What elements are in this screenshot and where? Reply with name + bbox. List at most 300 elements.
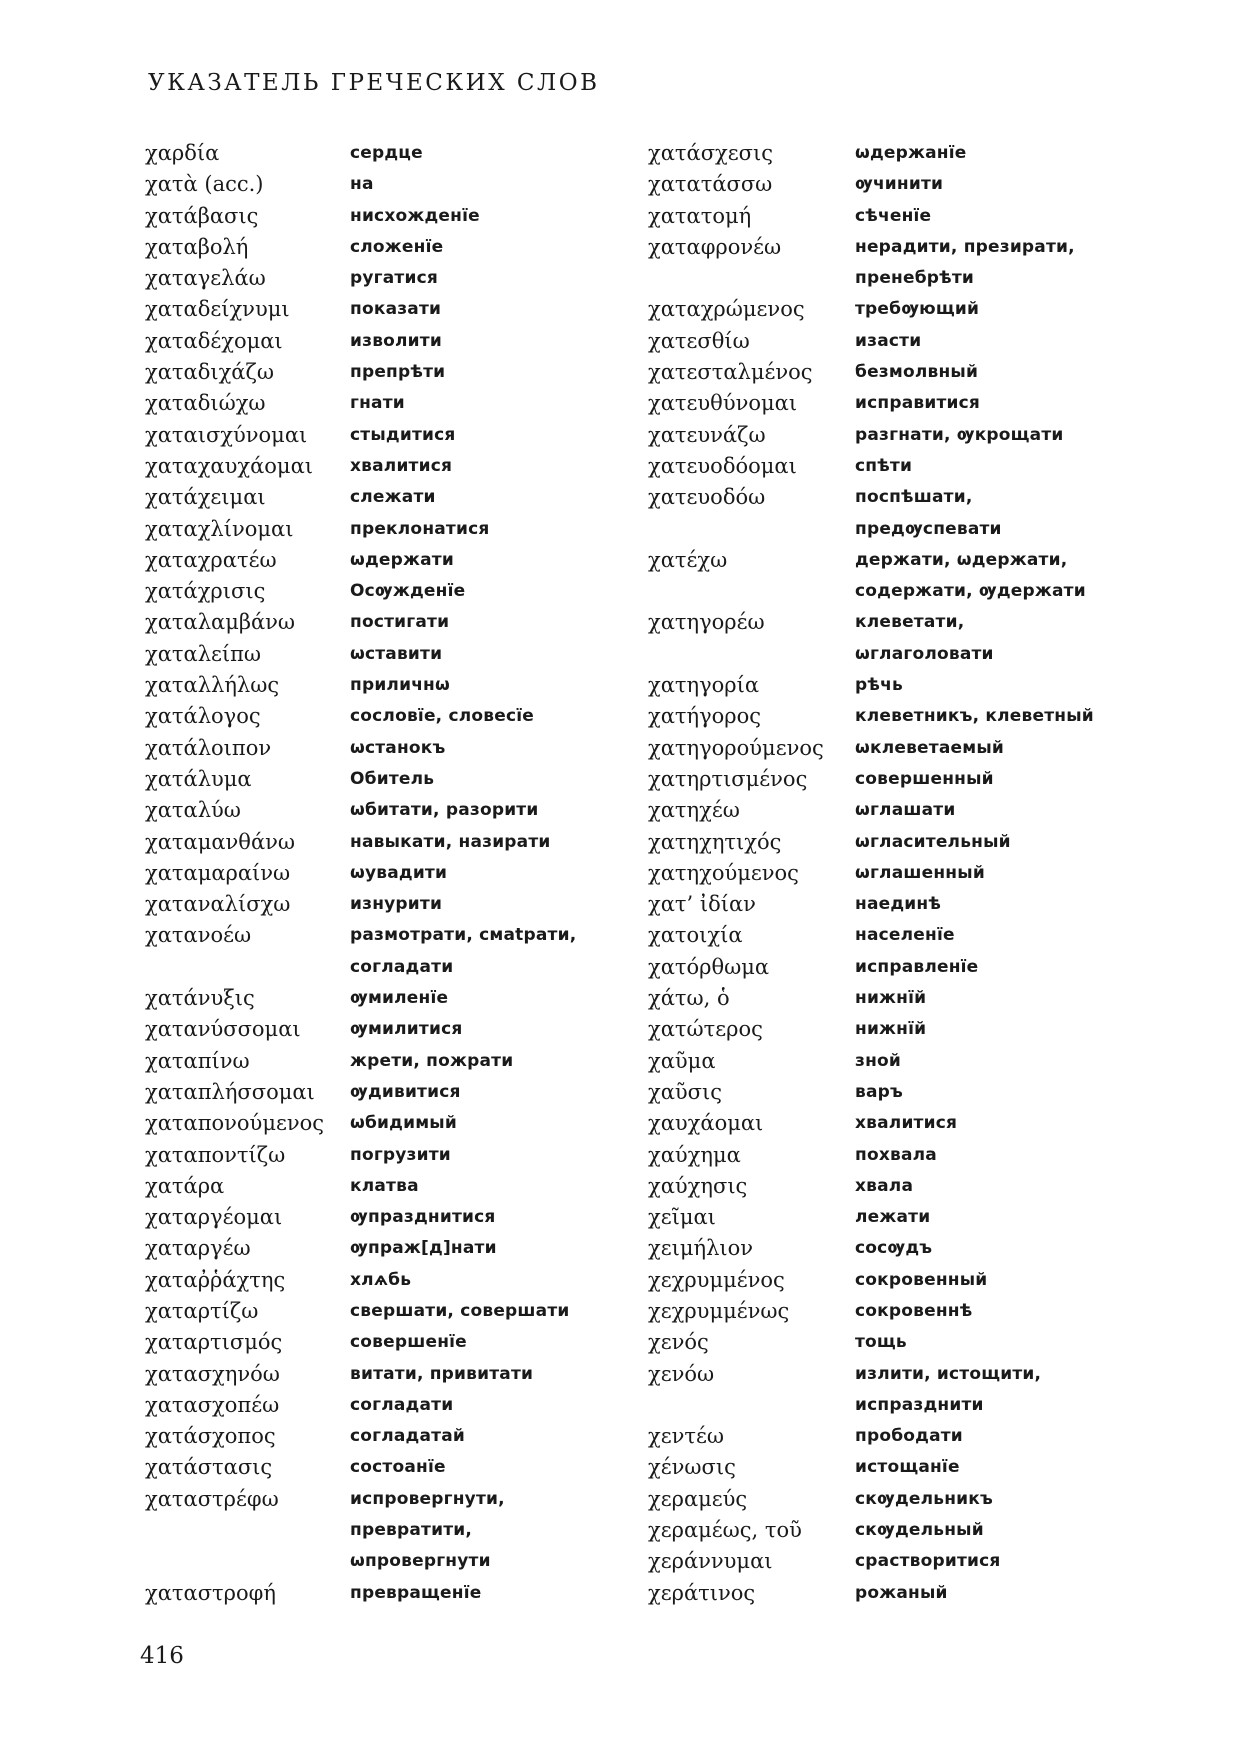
slavonic-line: сосѹдъ — [855, 1238, 933, 1259]
greek-headword: χατεσθίω — [648, 328, 750, 353]
greek-headword: χεῖμαι — [648, 1205, 716, 1230]
slavonic-equivalent — [855, 482, 1002, 545]
greek-headword: χαῦμα — [648, 1048, 716, 1073]
slavonic-equivalent — [855, 1578, 948, 1609]
slavonic-line: испровергнути, — [350, 1488, 505, 1509]
slavonic-equivalent — [350, 1452, 446, 1483]
greek-headword: χαταμανθάνω — [145, 829, 296, 854]
greek-headword: χαταμαραίνω — [145, 860, 291, 885]
index-entry — [648, 326, 1094, 357]
index-entry — [145, 388, 576, 419]
greek-headword: χατέχω — [648, 547, 728, 572]
index-entry — [648, 701, 1094, 732]
slavonic-line: нисхожденїе — [350, 205, 480, 226]
slavonic-equivalent — [350, 1014, 462, 1045]
slavonic-line: ѡбидимый — [350, 1113, 457, 1134]
greek-headword: χαταστρέφω — [145, 1486, 279, 1511]
slavonic-line: ѡглаголовати — [855, 643, 994, 664]
greek-headword: χαταργέομαι — [145, 1205, 283, 1230]
greek-headword: χαυχάομαι — [648, 1111, 764, 1136]
greek-headword: χεχρυμμένως — [648, 1298, 790, 1323]
slavonic-line: скѹдельный — [855, 1520, 984, 1541]
slavonic-equivalent — [855, 357, 978, 388]
greek-headword: χαταδέχομαι — [145, 328, 283, 353]
index-entry — [648, 764, 1094, 795]
slavonic-line: постигати — [350, 612, 450, 633]
slavonic-equivalent — [855, 701, 1094, 732]
index-entry — [145, 1484, 576, 1578]
slavonic-equivalent — [855, 1359, 1041, 1422]
page-number: 416 — [140, 1643, 184, 1669]
slavonic-line: ѡпровергнути — [350, 1551, 491, 1572]
index-entry — [648, 1046, 1094, 1077]
slavonic-line: сложенїе — [350, 236, 444, 257]
greek-headword: χατευθύνομαι — [648, 391, 798, 416]
slavonic-line: наединѣ — [855, 894, 942, 915]
index-entry — [145, 1265, 576, 1296]
greek-headword: χαταχρατέω — [145, 547, 277, 572]
index-entry — [145, 1108, 576, 1139]
index-entry — [648, 670, 1094, 701]
greek-headword: χατασχηνόω — [145, 1361, 280, 1386]
index-entry — [648, 1484, 1094, 1515]
index-entry — [648, 294, 1094, 325]
slavonic-equivalent — [855, 1108, 957, 1139]
index-entry — [648, 232, 1094, 295]
index-entry — [648, 1578, 1094, 1609]
slavonic-equivalent — [350, 138, 423, 169]
slavonic-line: требѹющий — [855, 299, 980, 320]
slavonic-equivalent — [855, 1140, 937, 1171]
slavonic-line: ѹмиленїе — [350, 988, 449, 1009]
greek-headword: χατατάσσω — [648, 172, 773, 197]
slavonic-equivalent — [350, 326, 442, 357]
slavonic-line: ѡглашати — [855, 800, 956, 821]
slavonic-equivalent — [350, 1359, 533, 1390]
slavonic-line: зной — [855, 1050, 902, 1071]
slavonic-line: сословїе, словесїе — [350, 706, 534, 727]
index-entry — [145, 263, 576, 294]
slavonic-line: размотрати, смаtрати, — [350, 925, 577, 946]
slavonic-line: приличнω — [350, 675, 450, 696]
index-entry — [145, 138, 576, 169]
index-entry — [145, 576, 576, 607]
slavonic-line: изнурити — [350, 894, 443, 915]
index-entry — [648, 733, 1094, 764]
slavonic-equivalent — [855, 1484, 993, 1515]
slavonic-equivalent — [350, 263, 438, 294]
greek-headword: χατάστασις — [145, 1455, 273, 1480]
greek-headword: χατηχητιχός — [648, 829, 782, 854]
slavonic-line: навыкати, назирати — [350, 831, 551, 852]
index-entry — [648, 607, 1094, 670]
slavonic-equivalent — [855, 1265, 987, 1296]
greek-headword: χεχρυμμένος — [648, 1267, 785, 1292]
slavonic-line: ѹпразднитися — [350, 1207, 496, 1228]
slavonic-equivalent — [350, 858, 447, 889]
greek-headword: χατηγορέω — [648, 610, 765, 635]
slavonic-line: разгнати, ѹкрощати — [855, 424, 1064, 445]
index-column-left — [145, 138, 576, 1609]
greek-headword: χατηγορία — [648, 673, 760, 698]
index-entry — [648, 201, 1094, 232]
slavonic-equivalent — [350, 420, 456, 451]
index-entry — [145, 294, 576, 325]
greek-headword: χαταποντίζω — [145, 1142, 286, 1167]
slavonic-equivalent — [855, 827, 1011, 858]
slavonic-line: ѡувадити — [350, 862, 448, 883]
slavonic-equivalent — [855, 420, 1064, 451]
index-entry — [145, 1359, 576, 1390]
greek-headword: χατάλυμα — [145, 766, 252, 791]
slavonic-equivalent — [350, 1077, 461, 1108]
slavonic-equivalent — [855, 764, 994, 795]
greek-headword: χεράτινος — [648, 1580, 756, 1605]
greek-headword: χαταχλίνομαι — [145, 516, 294, 541]
slavonic-line: сокровенный — [855, 1269, 988, 1290]
index-entry — [145, 1578, 576, 1609]
slavonic-equivalent — [855, 1046, 901, 1077]
slavonic-line: ѡдержати — [350, 549, 454, 570]
slavonic-equivalent — [350, 607, 449, 638]
slavonic-line: хлѧбь — [350, 1269, 412, 1290]
slavonic-line: ѡстанокъ — [350, 737, 446, 758]
slavonic-equivalent — [855, 1421, 963, 1452]
slavonic-equivalent — [855, 920, 955, 951]
greek-headword: χατάβασις — [145, 203, 259, 228]
slavonic-line: нижнїй — [855, 988, 927, 1009]
slavonic-equivalent — [350, 451, 452, 482]
greek-headword: χατηχούμενος — [648, 860, 799, 885]
slavonic-equivalent — [350, 1046, 513, 1077]
slavonic-equivalent — [350, 1265, 411, 1296]
page-title: УКАЗАТЕЛЬ ГРЕЧЕСКИХ СЛОВ — [148, 70, 600, 96]
greek-headword: χατάχειμαι — [145, 485, 266, 510]
slavonic-line: прободати — [855, 1426, 963, 1447]
index-entry — [648, 482, 1094, 545]
slavonic-equivalent — [350, 1484, 505, 1578]
index-entry — [145, 795, 576, 826]
slavonic-equivalent — [855, 858, 985, 889]
slavonic-equivalent — [855, 1233, 932, 1264]
slavonic-line: нерадити, презирати, — [855, 236, 1075, 257]
slavonic-equivalent — [855, 451, 912, 482]
slavonic-equivalent — [855, 795, 955, 826]
slavonic-equivalent — [855, 232, 1075, 295]
greek-headword: χατευοδόομαι — [648, 453, 797, 478]
slavonic-equivalent — [350, 1421, 465, 1452]
index-entry — [648, 1202, 1094, 1233]
index-entry — [648, 1327, 1094, 1358]
slavonic-equivalent — [855, 1515, 984, 1546]
greek-headword: χατάρα — [145, 1173, 225, 1198]
greek-headword: χαταπονούμενος — [145, 1111, 325, 1136]
index-entry — [145, 858, 576, 889]
greek-headword: χατηγορούμενος — [648, 735, 824, 760]
slavonic-equivalent — [350, 1578, 481, 1609]
index-entry — [145, 482, 576, 513]
index-entry — [648, 169, 1094, 200]
slavonic-line: согладати — [350, 956, 454, 977]
index-entry — [648, 1171, 1094, 1202]
slavonic-equivalent — [350, 482, 436, 513]
greek-headword: χαταστροφή — [145, 1580, 276, 1605]
slavonic-equivalent — [350, 1171, 419, 1202]
greek-headword: χατάσχεσις — [648, 141, 773, 165]
slavonic-line: спѣти — [855, 455, 913, 476]
slavonic-line: погрузити — [350, 1144, 451, 1165]
greek-headword: χαταρτίζω — [145, 1298, 259, 1323]
slavonic-line: ругатися — [350, 268, 438, 289]
greek-headword: χατεσταλμένος — [648, 360, 813, 385]
index-entry — [145, 1140, 576, 1171]
slavonic-equivalent — [350, 639, 442, 670]
index-entry — [145, 607, 576, 638]
index-entry — [145, 1077, 576, 1108]
slavonic-equivalent — [855, 388, 980, 419]
slavonic-equivalent — [350, 764, 434, 795]
index-entry — [648, 1296, 1094, 1327]
slavonic-line: клеветникъ, клеветный — [855, 706, 1094, 727]
greek-headword: χατὰ (acc.) — [145, 172, 264, 197]
index-entry — [648, 1108, 1094, 1139]
slavonic-equivalent — [350, 514, 490, 545]
index-entry — [648, 1140, 1094, 1171]
slavonic-equivalent — [350, 545, 454, 576]
slavonic-line: превращенїе — [350, 1582, 482, 1603]
slavonic-equivalent — [855, 169, 943, 200]
greek-headword: χαταδιχάζω — [145, 360, 274, 385]
slavonic-line: хвалитися — [855, 1113, 958, 1134]
slavonic-equivalent — [350, 169, 374, 200]
slavonic-line: поспѣшати, — [855, 487, 973, 508]
index-entry — [145, 1452, 576, 1483]
greek-headword: χαταχρώμενος — [648, 297, 805, 322]
greek-headword: χαταπλήσσομαι — [145, 1079, 315, 1104]
slavonic-line: пренебрѣти — [855, 268, 975, 289]
slavonic-line: ѹмилитися — [350, 1019, 463, 1040]
slavonic-line: изволити — [350, 330, 442, 351]
index-column-right — [648, 138, 1094, 1609]
slavonic-line: исправленїе — [855, 956, 979, 977]
slavonic-line: клеветати, — [855, 612, 965, 633]
slavonic-line: исправитися — [855, 393, 981, 414]
slavonic-equivalent — [350, 294, 441, 325]
slavonic-equivalent — [855, 138, 967, 169]
index-entry — [648, 983, 1094, 1014]
slavonic-equivalent — [350, 827, 551, 858]
slavonic-equivalent — [855, 1014, 926, 1045]
index-entry — [145, 1046, 576, 1077]
index-entry — [648, 795, 1094, 826]
greek-headword: χαταχαυχάομαι — [145, 453, 313, 478]
greek-headword: χατάσχοπος — [145, 1424, 276, 1449]
index-entry — [648, 952, 1094, 983]
index-entry — [145, 545, 576, 576]
slavonic-equivalent — [855, 201, 931, 232]
slavonic-line: согладатай — [350, 1426, 465, 1447]
greek-headword: χεράννυμαι — [648, 1549, 773, 1574]
greek-headword: χατευοδόω — [648, 485, 766, 510]
slavonic-equivalent — [855, 733, 1004, 764]
greek-headword: χειμήλιον — [648, 1236, 754, 1261]
slavonic-line: похвала — [855, 1144, 937, 1165]
greek-headword: χατώτερος — [648, 1017, 763, 1042]
greek-headword: χαταδιώχω — [145, 391, 266, 416]
greek-headword: χατάνυξις — [145, 986, 255, 1011]
slavonic-line: на — [350, 174, 374, 195]
greek-headword: χατοιχία — [648, 923, 743, 948]
slavonic-line: ѹдивитися — [350, 1081, 461, 1102]
slavonic-line: клатва — [350, 1175, 419, 1196]
slavonic-equivalent — [855, 607, 994, 670]
slavonic-line: сердце — [350, 143, 423, 163]
slavonic-equivalent — [350, 733, 446, 764]
index-entry — [648, 920, 1094, 951]
index-entry — [145, 1233, 576, 1264]
index-entry — [648, 138, 1094, 169]
index-entry — [648, 827, 1094, 858]
slavonic-equivalent — [350, 1140, 451, 1171]
slavonic-equivalent — [350, 357, 445, 388]
slavonic-equivalent — [350, 701, 534, 732]
slavonic-line: рѣчь — [855, 675, 903, 696]
slavonic-equivalent — [350, 388, 405, 419]
slavonic-line: ѹчинити — [855, 174, 944, 195]
slavonic-line: сокровеннѣ — [855, 1300, 973, 1321]
slavonic-equivalent — [350, 1327, 467, 1358]
greek-headword: χεραμέως, τοῦ — [648, 1518, 802, 1543]
greek-headword: χαταναλίσχω — [145, 892, 291, 917]
slavonic-equivalent — [855, 670, 903, 701]
slavonic-line: ѡставити — [350, 643, 443, 664]
slavonic-line: содержати, ѹдержати — [855, 581, 1086, 602]
slavonic-equivalent — [855, 889, 941, 920]
slavonic-equivalent — [855, 952, 978, 983]
greek-headword: χατάλογος — [145, 704, 261, 729]
greek-headword: χαρδία — [145, 141, 220, 165]
greek-headword: χατάχρισις — [145, 579, 266, 604]
slavonic-equivalent — [350, 232, 443, 263]
index-entry — [648, 1014, 1094, 1045]
index-entry — [648, 388, 1094, 419]
slavonic-line: ѡдержанїе — [855, 143, 967, 163]
greek-headword: χατάλοιπον — [145, 735, 272, 760]
index-entry — [648, 1359, 1094, 1422]
slavonic-line: безмолвный — [855, 362, 979, 383]
slavonic-equivalent — [855, 1452, 960, 1483]
index-entry — [648, 420, 1094, 451]
slavonic-line: изасти — [855, 330, 922, 351]
index-entry — [145, 232, 576, 263]
slavonic-line: скѹдельникъ — [855, 1488, 993, 1509]
greek-headword: χαταγελάω — [145, 266, 266, 291]
slavonic-equivalent — [855, 1202, 930, 1233]
slavonic-line: испразднити — [855, 1394, 984, 1415]
greek-headword: χαύχησις — [648, 1173, 748, 1198]
index-entry — [145, 420, 576, 451]
greek-headword: χατανύσσομαι — [145, 1017, 301, 1042]
greek-headword: χατηχέω — [648, 798, 740, 823]
slavonic-line: показати — [350, 299, 442, 320]
greek-headword: χαταῤῥάχτης — [145, 1267, 286, 1292]
index-entry — [145, 1171, 576, 1202]
slavonic-line: превратити, — [350, 1520, 473, 1541]
greek-headword: χαταλύω — [145, 798, 241, 823]
slavonic-line: совершенїе — [350, 1332, 467, 1353]
slavonic-line: хвалитися — [350, 455, 453, 476]
index-entry — [145, 514, 576, 545]
greek-headword: χαταισχύνομαι — [145, 422, 308, 447]
slavonic-equivalent — [855, 326, 921, 357]
slavonic-line: варъ — [855, 1081, 903, 1102]
slavonic-equivalent — [855, 1546, 1001, 1577]
greek-headword: χατασχοπέω — [145, 1392, 280, 1417]
index-entry — [145, 169, 576, 200]
slavonic-equivalent — [350, 576, 465, 607]
slavonic-line: Обитель — [350, 768, 435, 789]
greek-headword: χαταδείχνυμι — [145, 297, 290, 322]
slavonic-equivalent — [350, 1233, 497, 1264]
slavonic-equivalent — [350, 920, 576, 983]
index-entry — [145, 451, 576, 482]
slavonic-line: Осѹжденїе — [350, 581, 466, 602]
slavonic-line: сѣченїе — [855, 205, 932, 226]
slavonic-equivalent — [855, 1171, 913, 1202]
greek-headword: χατόρθωμα — [648, 954, 770, 979]
slavonic-line: лежати — [855, 1207, 931, 1228]
index-entry — [648, 1515, 1094, 1546]
greek-headword: χατανοέω — [145, 923, 252, 948]
greek-headword: χεντέω — [648, 1424, 724, 1449]
slavonic-line: ѹпраж[д]нати — [350, 1238, 497, 1259]
slavonic-line: держати, ѡдержати, — [855, 549, 1068, 570]
greek-headword: χατατομή — [648, 203, 752, 228]
greek-headword: χατευνάζω — [648, 422, 766, 447]
slavonic-line: согладати — [350, 1394, 454, 1415]
greek-headword: χαταπίνω — [145, 1048, 250, 1073]
slavonic-equivalent — [350, 201, 480, 232]
index-entry — [648, 1452, 1094, 1483]
slavonic-line: состоанїе — [350, 1457, 446, 1478]
greek-headword: χενός — [648, 1330, 709, 1355]
index-entry — [145, 357, 576, 388]
index-entry — [145, 670, 576, 701]
greek-headword: χαταβολή — [145, 234, 249, 259]
index-entry — [145, 639, 576, 670]
slavonic-equivalent — [350, 1296, 570, 1327]
slavonic-line: слежати — [350, 487, 436, 508]
slavonic-equivalent — [350, 1108, 457, 1139]
greek-headword: χαταρτισμός — [145, 1330, 283, 1355]
slavonic-line: преклонатися — [350, 518, 490, 539]
index-entry — [648, 545, 1094, 608]
greek-headword: χαταργέω — [145, 1236, 251, 1261]
slavonic-equivalent — [350, 889, 442, 920]
greek-headword: χεραμεύς — [648, 1486, 748, 1511]
slavonic-equivalent — [855, 1296, 972, 1327]
index-entry — [145, 889, 576, 920]
greek-headword: χένωσις — [648, 1455, 736, 1480]
index-entry — [145, 827, 576, 858]
slavonic-line: стыдитися — [350, 424, 456, 445]
slavonic-line: ѡклеветаемый — [855, 737, 1005, 758]
slavonic-line: населенїе — [855, 925, 955, 946]
greek-headword: χαταφρονέω — [648, 234, 782, 259]
slavonic-line: ѡгласительный — [855, 831, 1011, 852]
greek-headword: χαῦσις — [648, 1079, 723, 1104]
index-entry — [145, 701, 576, 732]
